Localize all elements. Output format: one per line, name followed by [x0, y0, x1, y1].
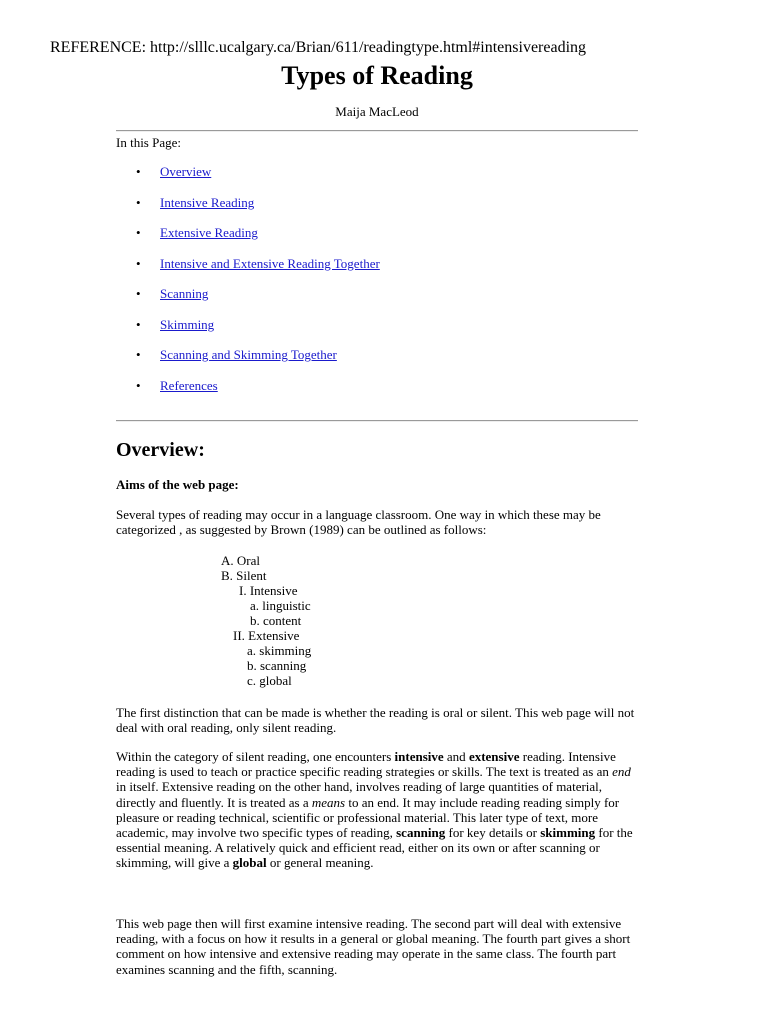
toc-item — [116, 347, 380, 378]
silent-reading-paragraph — [116, 749, 640, 871]
horizontal-rule — [116, 130, 638, 132]
text-span: and — [446, 749, 466, 764]
outline-item: a. skimming — [247, 643, 312, 658]
text-span: for the essential meaning. A relatively quick and efficient read, either on its own or after scanning or skimming, will give a — [116, 825, 633, 871]
toc-item — [116, 286, 380, 317]
toc-label: In this Page: — [116, 135, 181, 150]
reference-line: REFERENCE: http://slllc.ucalgary.ca/Brian/611/readingtype.html#intensivereading — [50, 39, 587, 56]
intro-paragraph: Several types of reading may occur in a language classroom. One way in which these may be categorized , as suggested by Brown (1989) can be outlined as follows: — [116, 507, 601, 538]
page-title: Types of Reading — [281, 61, 473, 90]
toc-item — [116, 164, 380, 195]
toc-item — [116, 378, 380, 409]
outline-item: A. Oral — [221, 553, 260, 568]
term-intensive: intensive — [394, 749, 444, 764]
text-span: or general meaning. — [269, 855, 374, 871]
toc-link-skimming[interactable]: Skimming — [160, 316, 215, 332]
bullet-icon: • — [136, 377, 141, 393]
table-of-contents — [116, 164, 380, 408]
term-scanning: scanning — [396, 825, 446, 841]
term-means: means — [311, 794, 346, 810]
toc-item — [116, 256, 380, 287]
bullet-icon: • — [136, 286, 141, 301]
toc-item — [116, 317, 380, 348]
toc-item — [116, 195, 380, 226]
outline-item: II. Extensive — [233, 628, 300, 643]
toc-link-intensive-extensive-together[interactable]: Intensive and Extensive Reading Together — [160, 255, 380, 271]
toc-link-extensive-reading[interactable]: Extensive Reading — [160, 225, 258, 240]
bullet-icon: • — [136, 347, 141, 362]
text-span: Within the category of silent reading, one encounters — [116, 749, 392, 764]
term-skimming: skimming — [540, 825, 596, 841]
toc-link-scanning-skimming-together[interactable]: Scanning and Skimming Together — [160, 347, 337, 362]
toc-item — [116, 225, 380, 256]
toc-link-intensive-reading[interactable]: Intensive Reading — [160, 194, 255, 210]
bullet-icon: • — [136, 164, 141, 179]
horizontal-rule — [116, 420, 638, 422]
bullet-icon: • — [136, 194, 141, 210]
structure-paragraph: This web page then will first examine intensive reading. The second part will deal with extensive reading, with a focus on how it results in a general or global meaning. The fourth part gives a short comment on how intensive and extensive reading may operate in the same class. The fourth part examines scanning and the fifth, scanning. — [116, 916, 631, 977]
aims-subheading: Aims of the web page: — [116, 477, 239, 492]
outline-item: I. Intensive — [239, 583, 298, 598]
text-span: in itself. Extensive reading on the other hand, involves reading of large quantities of material, directly and fluently. It is treated as a — [116, 779, 603, 810]
outline-item: b. content — [250, 613, 302, 628]
outline-item: c. global — [247, 673, 292, 688]
toc-link-references[interactable]: References — [160, 377, 218, 393]
term-end: end — [612, 764, 631, 780]
distinction-paragraph: The first distinction that can be made is whether the reading is oral or silent. This web page will not deal with oral reading, only silent reading. — [116, 705, 635, 736]
toc-link-scanning[interactable]: Scanning — [160, 286, 209, 301]
toc-link-overview[interactable]: Overview — [160, 164, 212, 179]
text-span: reading. Intensive reading is used to teach or practice specific reading strategies or skills. The text is treated as an — [116, 749, 616, 780]
section-heading-overview: Overview: — [116, 439, 205, 461]
outline-item: B. Silent — [221, 568, 267, 583]
outline-item: a. linguistic — [250, 598, 311, 613]
text-span: for key details or — [448, 825, 537, 841]
text-span: to an end. It may include reading reading simply for pleasure or reading technical, scientific or professional material. This later type of text, more academic, may involve two specific types of reading, — [116, 794, 620, 841]
bullet-icon: • — [136, 316, 141, 332]
term-extensive: extensive — [468, 749, 520, 764]
bullet-icon: • — [136, 255, 141, 271]
bullet-icon: • — [136, 225, 141, 240]
author-name: Maija MacLeod — [335, 104, 419, 119]
term-global: global — [232, 855, 267, 871]
outline-item: b. scanning — [247, 658, 307, 673]
